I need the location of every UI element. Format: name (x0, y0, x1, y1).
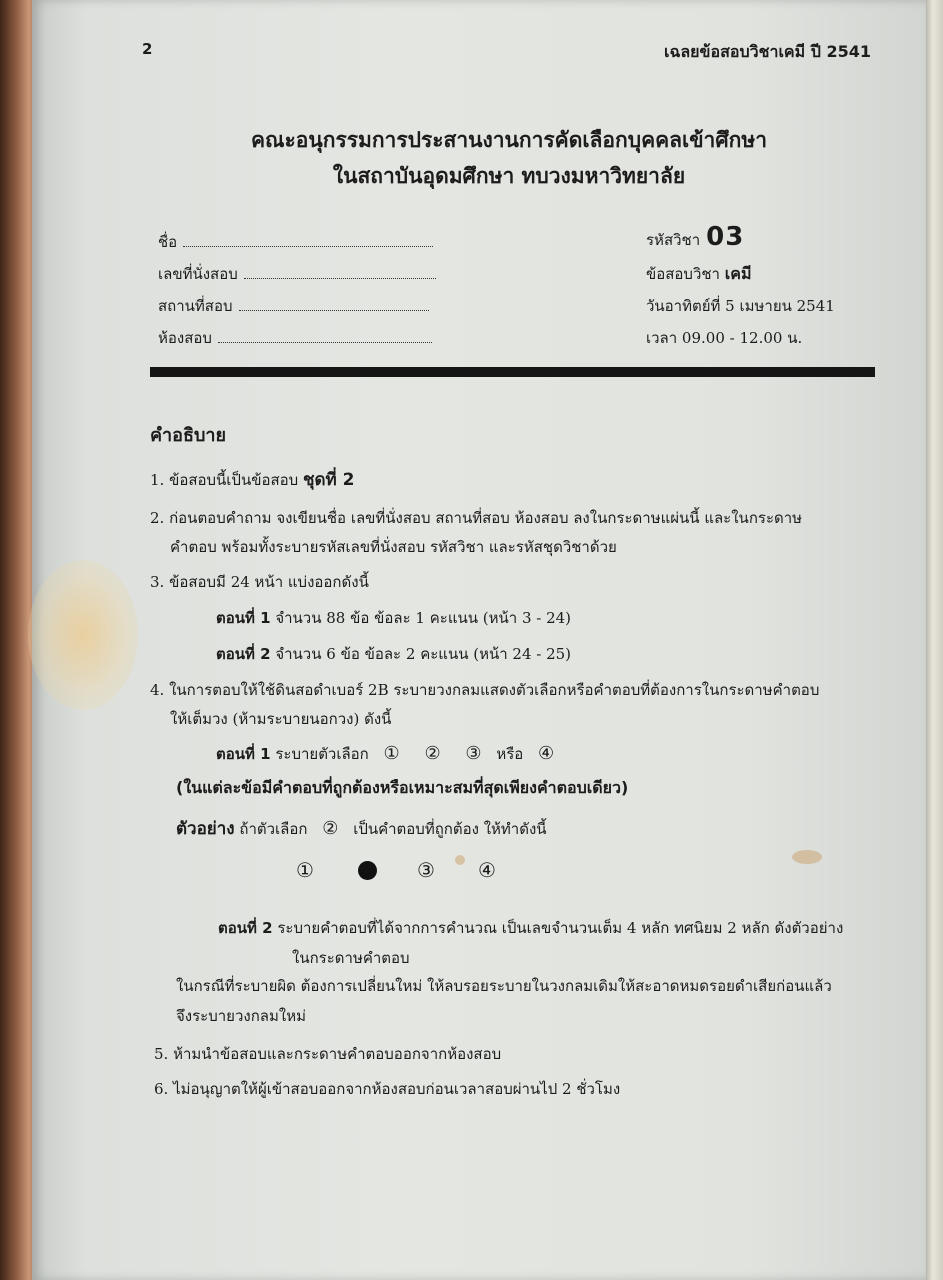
instruction-4 (150, 678, 819, 702)
subject-label: ข้อสอบวิชา (646, 265, 720, 283)
room-label: ห้องสอบ (158, 329, 212, 347)
part-label: ตอนที่ 2 (216, 645, 271, 663)
instruction-5 (154, 1042, 501, 1066)
example-choice-1-icon: ① (296, 858, 314, 882)
part-1-info (216, 606, 571, 630)
part-2-marking (218, 916, 843, 940)
place-field (158, 294, 429, 318)
instruction-4-continued: ให้เต็มวง (ห้ามระบายนอกวง) ดังนี้ (170, 710, 392, 728)
room-field (158, 326, 432, 350)
marking-text: ระบายตัวเลือก (275, 745, 369, 763)
subject-code-label: รหัสวิชา (646, 231, 701, 249)
part-label: ตอนที่ 1 (216, 609, 271, 627)
example-choice-4-icon: ④ (478, 858, 496, 882)
example-text: ถ้าตัวเลือก (239, 820, 308, 838)
committee-title: คณะอนุกรรมการประสานงานการคัดเลือกบุคคลเข้าศึกษา (250, 128, 768, 152)
choice-4-icon: ④ (538, 743, 555, 764)
instruction-number: 5. (154, 1045, 169, 1063)
paper-stain (28, 560, 138, 710)
name-label: ชื่อ (158, 233, 178, 251)
example-filled-circle-icon (358, 861, 377, 882)
part-label: ตอนที่ 2 (218, 919, 273, 937)
instruction-1 (150, 466, 354, 493)
institution-title: ในสถาบันอุดมศึกษา ทบวงมหาวิทยาลัย (332, 164, 686, 188)
example-choice-3-icon: ③ (417, 858, 435, 882)
part-text: จำนวน 88 ข้อ ข้อละ 1 คะแนน (หน้า 3 - 24) (275, 609, 572, 627)
instruction-number: 1. (150, 471, 165, 489)
marking-text: ระบายคำตอบที่ได้จากการคำนวณ เป็นเลขจำนวนเต็ม 4 หลัก ทศนิยม 2 หลัก ดังตัวอย่าง (277, 919, 844, 937)
paper-spot (792, 850, 822, 864)
exam-time: เวลา 09.00 - 12.00 น. (646, 329, 803, 347)
instruction-3 (150, 570, 369, 594)
choice-2-icon: ② (322, 818, 339, 839)
subject-code-value: 03 (706, 222, 745, 252)
subject-code (646, 222, 744, 252)
page-number: 2 (142, 40, 153, 58)
subject (646, 262, 751, 287)
erase-note-continued: จึงระบายวงกลมใหม่ (176, 1007, 306, 1025)
part-2-marking-continued: ในกระดาษคำตอบ (292, 949, 410, 967)
seat-dotted-line (244, 266, 436, 279)
room-dotted-line (218, 330, 432, 343)
instruction-text: ข้อสอบนี้เป็นข้อสอบ (169, 471, 299, 489)
example-line (176, 815, 547, 842)
or-word: หรือ (496, 745, 524, 763)
instruction-number: 6. (154, 1080, 169, 1098)
paper-spot (455, 855, 465, 865)
single-answer-note: (ในแต่ละข้อมีคำตอบที่ถูกต้องหรือเหมาะสมที่สุดเพียงคำตอบเดียว) (176, 778, 629, 797)
choice-3-icon: ③ (465, 743, 482, 764)
name-dotted-line (183, 234, 433, 247)
instruction-text: ห้ามนำข้อสอบและกระดาษคำตอบออกจากห้องสอบ (173, 1045, 502, 1063)
instruction-text: ข้อสอบมี 24 หน้า แบ่งออกดังนี้ (169, 573, 369, 591)
part-text: จำนวน 6 ข้อ ข้อละ 2 คะแนน (หน้า 24 - 25) (275, 645, 572, 663)
part-label: ตอนที่ 1 (216, 745, 271, 763)
instruction-2 (150, 506, 802, 530)
exam-date: วันอาทิตย์ที่ 5 เมษายน 2541 (646, 297, 835, 315)
choice-2-icon: ② (424, 743, 441, 764)
part-1-marking (216, 742, 564, 766)
erase-note: ในกรณีที่ระบายผิด ต้องการเปลี่ยนใหม่ ให้ลบรอยระบายในวงกลมเดิมให้สะอาดหมดรอยดำเสียก่อนแล้ว (176, 977, 832, 995)
instruction-2-continued: คำตอบ พร้อมทั้งระบายรหัสเลขที่นั่งสอบ รหัสวิชา และรหัสชุดวิชาด้วย (170, 538, 617, 556)
header-divider (150, 367, 875, 377)
instructions-heading: คำอธิบาย (150, 425, 227, 446)
example-label: ตัวอย่าง (176, 819, 235, 839)
instruction-number: 4. (150, 681, 165, 699)
choice-1-icon: ① (383, 743, 400, 764)
instruction-text: ก่อนตอบคำถาม จงเขียนชื่อ เลขที่นั่งสอบ สถานที่สอบ ห้องสอบ ลงในกระดาษแผ่นนี้ และในกระดาษ (169, 509, 803, 527)
seat-label: เลขที่นั่งสอบ (158, 265, 238, 283)
book-title: เฉลยข้อสอบวิชาเคมี ปี 2541 (664, 42, 871, 61)
instruction-number: 2. (150, 509, 165, 527)
instruction-6 (154, 1077, 620, 1101)
subject-value: เคมี (724, 264, 752, 283)
name-field (158, 230, 433, 254)
example-text: เป็นคำตอบที่ถูกต้อง ให้ทำดังนี้ (353, 820, 547, 838)
seat-field (158, 262, 436, 286)
place-label: สถานที่สอบ (158, 297, 233, 315)
place-dotted-line (239, 298, 429, 311)
instruction-text: ไม่อนุญาตให้ผู้เข้าสอบออกจากห้องสอบก่อนเวลาสอบผ่านไป 2 ชั่วโมง (173, 1080, 621, 1098)
exam-set: ชุดที่ 2 (302, 470, 355, 490)
instruction-text: ในการตอบให้ใช้ดินสอดำเบอร์ 2B ระบายวงกลมแสดงตัวเลือกหรือคำตอบที่ต้องการในกระดาษคำตอบ (169, 681, 820, 699)
part-2-info (216, 642, 571, 666)
instruction-number: 3. (150, 573, 165, 591)
